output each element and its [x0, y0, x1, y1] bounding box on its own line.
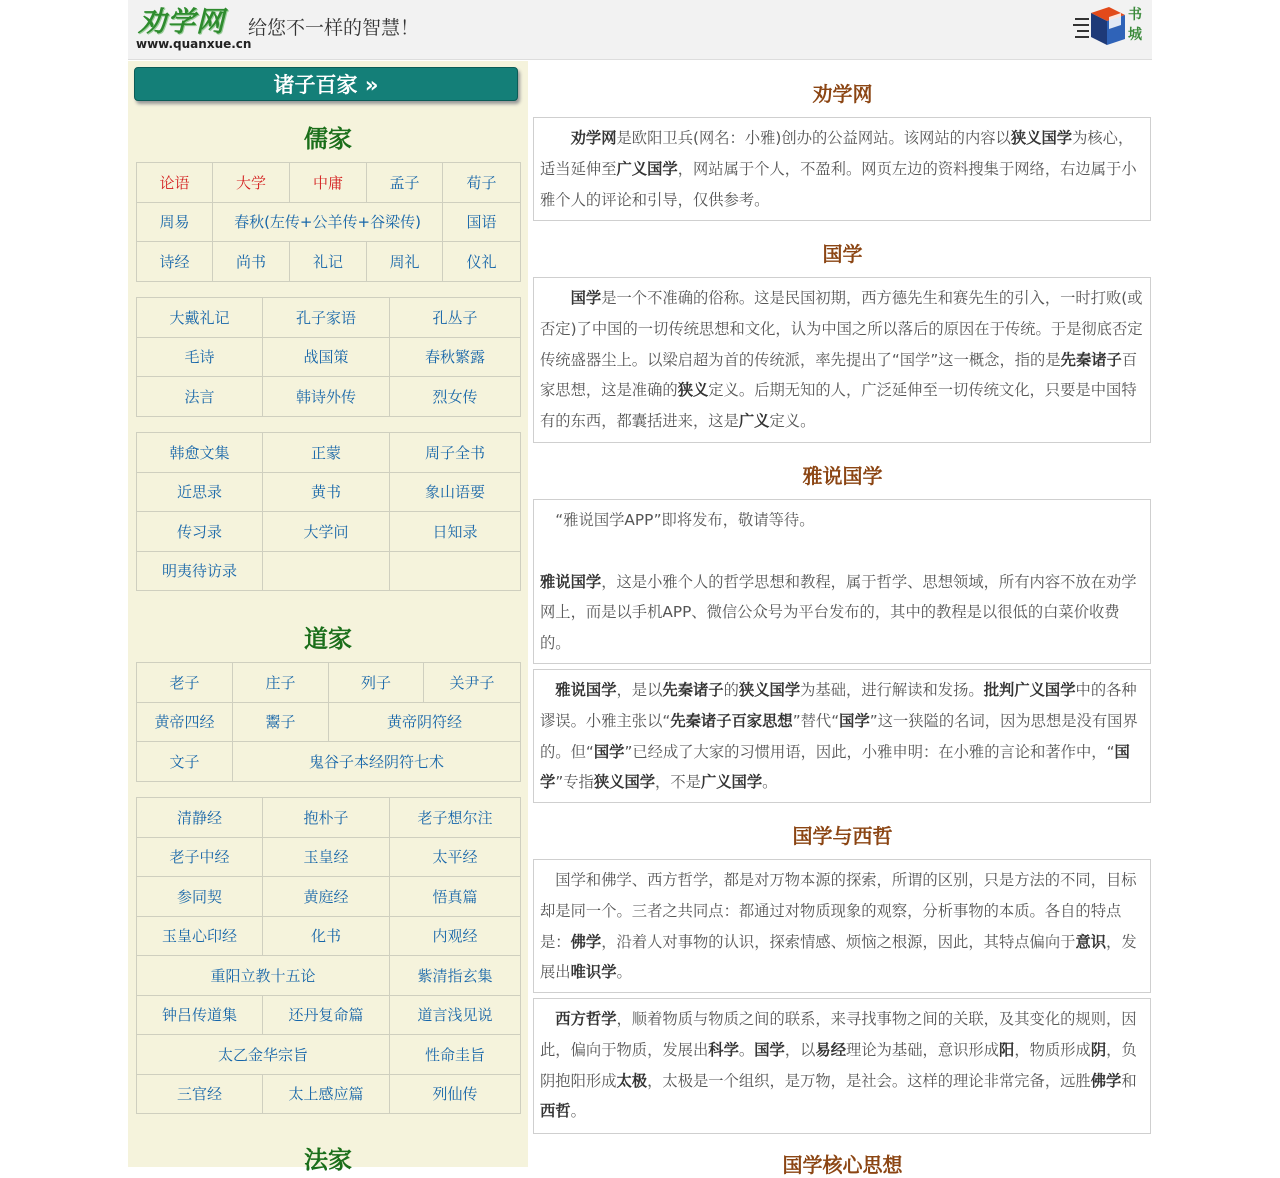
bold-term: 雅说国学: [555, 681, 617, 699]
text-run: 。: [762, 773, 778, 792]
yashuo-box: [533, 499, 1151, 664]
book-link[interactable]: 玉皇心印经: [137, 916, 263, 956]
empty-cell: [390, 551, 521, 591]
xizhe-paragraph-2: [540, 1004, 1144, 1127]
text-run: 为基础，进行解读和发扬。: [800, 681, 984, 699]
book-link[interactable]: 大学: [213, 163, 290, 203]
book-link[interactable]: 大学问: [263, 512, 390, 552]
book-link[interactable]: 仪礼: [443, 242, 521, 282]
text-run: ，这是小雅个人的哲学思想和教程，属于哲学、思想领域，所有内容不放在劝学网上，而是以手机APP、微信公众号为平台发布的，其中的教程是以很低的白菜价收费的。: [540, 572, 1137, 653]
bold-term: 阳: [999, 1040, 1015, 1059]
bold-term: 先秦诸子: [1060, 350, 1122, 369]
text-run: 和: [1121, 1071, 1137, 1090]
ru-table-1: [136, 162, 521, 282]
bold-term: 批判: [983, 681, 1015, 699]
bold-term: 佛学: [570, 932, 602, 951]
book-link[interactable]: 鬻子: [233, 702, 329, 742]
ru-table-3: [136, 432, 521, 591]
text-run: 定义。: [769, 412, 816, 431]
book-link[interactable]: 春秋繁露: [390, 337, 521, 377]
text-run: 。: [738, 1040, 755, 1059]
site-slogan: 给您不一样的智慧！: [248, 17, 420, 39]
school-heading-dao: 道家: [304, 625, 352, 653]
bold-term: 唯识学: [570, 963, 617, 982]
text-run: ”已经成了大家的习惯用语，因此，小雅申明：在小雅的言论和著作中，“: [624, 742, 1115, 761]
book-link[interactable]: 国语: [443, 202, 521, 242]
book-link[interactable]: 钟吕传道集: [137, 995, 263, 1035]
text-run: ”这一狭隘的名词，因为思想是没有国界的。但“: [540, 711, 1138, 761]
text-run: 的: [723, 681, 739, 699]
bold-term: 狭义国学: [738, 681, 801, 699]
ru-table-2: [136, 297, 521, 417]
book-link[interactable]: 尚书: [213, 242, 290, 282]
yashuo-notice: “雅说国学APP”即将发布，敬请等待。: [555, 511, 815, 529]
spacer: [540, 536, 1144, 567]
book-link[interactable]: 清静经: [137, 798, 263, 838]
bold-term: 佛学: [1090, 1071, 1122, 1090]
book-link[interactable]: 春秋(左传+公羊传+谷梁传): [213, 202, 443, 242]
book-link[interactable]: 性命圭旨: [390, 1035, 521, 1075]
bold-term: 国学: [570, 289, 602, 307]
book-link[interactable]: 道言浅见说: [390, 995, 521, 1035]
book-link[interactable]: 三官经: [137, 1074, 263, 1114]
xizhe-box-2: [533, 998, 1151, 1134]
book-link[interactable]: 关尹子: [424, 663, 521, 703]
book-link[interactable]: 黄帝四经: [137, 702, 233, 742]
book-link[interactable]: 重阳立教十五论: [137, 956, 390, 996]
text-run: 是欧阳卫兵(网名：小雅)创办的公益网站。该网站的内容以: [616, 129, 1011, 147]
text-run: 理论为基础，意识形成: [846, 1040, 1000, 1059]
sidebar-title[interactable]: 诸子百家 »: [134, 67, 518, 101]
bookstore-link[interactable]: 书城: [1128, 7, 1142, 43]
book-link[interactable]: 老子: [137, 663, 233, 703]
bold-term: 广义国学: [616, 159, 678, 178]
book-link[interactable]: 大戴礼记: [137, 298, 263, 338]
book-link[interactable]: 礼记: [290, 242, 367, 282]
book-link[interactable]: 文子: [137, 742, 233, 782]
text-run: ，顺着物质与物质之间的联系，来寻找事物之间的关联，及其变化的规则，因此，偏向于物质，发展出: [540, 1010, 1137, 1059]
text-run: ，是以: [616, 681, 663, 699]
section-title: 雅说国学: [802, 464, 883, 488]
text-run: 中的各种谬误。小雅主张以“: [540, 681, 1137, 730]
bold-term: 国学: [839, 711, 870, 730]
book-link[interactable]: 还丹复命篇: [263, 995, 390, 1035]
text-run: ”专指: [555, 773, 594, 792]
bold-term: 广义: [738, 412, 770, 431]
book-link[interactable]: 周易: [137, 202, 213, 242]
book-link[interactable]: 烈女传: [390, 377, 521, 417]
text-run: ，发展出: [540, 932, 1137, 982]
section-title: 国学: [822, 242, 863, 266]
site-header: [128, 0, 1152, 60]
school-heading-fa: 法家: [304, 1146, 352, 1174]
bold-term: 广义国学: [1014, 681, 1076, 699]
book-link[interactable]: 太上感应篇: [263, 1074, 390, 1114]
yashuo-paragraph-2: [540, 675, 1144, 798]
book-link[interactable]: 列子: [329, 663, 424, 703]
bold-term: 国学: [754, 1040, 785, 1059]
bold-term: 国学: [540, 742, 1130, 792]
dao-table-2: [136, 797, 521, 1114]
book-link[interactable]: 正蒙: [263, 433, 390, 473]
bold-term: 广义国学: [700, 773, 763, 792]
intro-box: [533, 117, 1151, 221]
book-link[interactable]: 战国策: [263, 337, 390, 377]
book-link[interactable]: 玉皇经: [263, 837, 390, 877]
book-link[interactable]: 黄帝阴符经: [329, 702, 521, 742]
text-run: 。: [616, 963, 632, 982]
book-link[interactable]: 鬼谷子本经阴符七术: [233, 742, 521, 782]
bold-term: 狭义国学: [593, 773, 656, 792]
bold-term: 狭义国学: [1010, 129, 1073, 147]
bold-term: 劝学网: [570, 129, 617, 147]
xizhe-box: [533, 859, 1151, 993]
text-run: 。: [570, 1102, 586, 1121]
book-link[interactable]: 紫清指玄集: [390, 956, 521, 996]
text-run: ，物质形成: [1014, 1040, 1091, 1059]
guoxue-box: [533, 277, 1151, 443]
site-logo[interactable]: 劝学网: [138, 5, 226, 38]
book-link[interactable]: 化书: [263, 916, 390, 956]
book-link[interactable]: 庄子: [233, 663, 329, 703]
text-run: ，不是: [655, 773, 701, 792]
bold-term: 西哲: [540, 1102, 571, 1121]
bold-term: 狭义: [677, 381, 709, 400]
bold-term: 国学: [593, 742, 625, 761]
school-heading-ru: 儒家: [304, 125, 352, 153]
book-link[interactable]: 周礼: [367, 242, 443, 282]
book-link[interactable]: 太平经: [390, 837, 521, 877]
book-link[interactable]: 黄书: [263, 472, 390, 512]
text-run: 为核心，适当延伸至: [540, 129, 1134, 178]
bold-term: 易经: [815, 1040, 847, 1059]
book-link[interactable]: 日知录: [390, 512, 521, 552]
bold-term: 西方哲学: [555, 1010, 617, 1028]
sidebar: [128, 61, 528, 1174]
book-link[interactable]: 明夷待访录: [137, 551, 263, 591]
bold-term: 太极: [616, 1071, 648, 1090]
book-link[interactable]: 周子全书: [390, 433, 521, 473]
book-link[interactable]: 孔丛子: [390, 298, 521, 338]
book-link[interactable]: 内观经: [390, 916, 521, 956]
book-link[interactable]: 抱朴子: [263, 798, 390, 838]
guoxue-paragraph: [540, 283, 1144, 437]
yashuo-paragraph: [540, 567, 1144, 659]
page: [128, 0, 1152, 1177]
text-run: ，沿着人对事物的认识，探索情感、烦恼之根源，因此，其特点偏向于: [601, 932, 1076, 951]
yashuo-box-2: [533, 669, 1151, 803]
book-link[interactable]: 老子中经: [137, 837, 263, 877]
book-link[interactable]: 诗经: [137, 242, 213, 282]
book-link[interactable]: 传习录: [137, 512, 263, 552]
bold-term: 意识: [1075, 932, 1107, 951]
bold-term: 先秦诸子: [662, 681, 724, 699]
bold-term: 雅说国学: [540, 572, 602, 591]
book-link[interactable]: 中庸: [290, 163, 367, 203]
text-run: ，以: [784, 1040, 816, 1059]
text-run: 国学和佛学、西方哲学，都是对万物本源的探索，所谓的区别，只是方法的不同，目标却是同一个。三者之共同点：都通过对物质现象的观察，分析事物的本质。各自的特点是：: [540, 871, 1137, 951]
book-link[interactable]: 法言: [137, 377, 263, 417]
book-link[interactable]: 象山语要: [390, 472, 521, 512]
bold-term: 先秦诸子百家思想: [670, 711, 793, 730]
intro-paragraph: [540, 123, 1144, 215]
main-content: [533, 61, 1152, 1177]
book-link[interactable]: 孔子家语: [263, 298, 390, 338]
book-link[interactable]: 韩诗外传: [263, 377, 390, 417]
book-link[interactable]: 近思录: [137, 472, 263, 512]
dao-table-1: [136, 662, 521, 782]
book-link[interactable]: 老子想尔注: [390, 798, 521, 838]
text-run: ，太极是一个组织，是万物，是社会。这样的理论非常完备，远胜: [647, 1071, 1091, 1090]
book-link[interactable]: 黄庭经: [263, 877, 390, 917]
text-run: 定义。后期无知的人，广泛延伸至一切传统文化，只要是中国特有的东西，都囊括进来，这是: [540, 381, 1137, 431]
bold-term: 阴: [1090, 1040, 1107, 1059]
logo-url: www.quanxue.cn: [136, 37, 252, 51]
book-link[interactable]: 参同契: [137, 877, 263, 917]
book-link[interactable]: 荀子: [443, 163, 521, 203]
text-run: ”替代“: [792, 711, 840, 730]
text-run: ，负阴抱阳形成: [540, 1040, 1137, 1090]
bold-term: 科学: [708, 1040, 739, 1059]
book-link[interactable]: 孟子: [367, 163, 443, 203]
book-link[interactable]: 论语: [137, 163, 213, 203]
text-run: 百家思想，这是准确的: [540, 350, 1138, 400]
book-link[interactable]: 毛诗: [137, 337, 263, 377]
section-title: 国学与西哲: [792, 824, 893, 848]
text-run: ，网站属于个人，不盈利。网页左边的资料搜集于网络，右边属于小雅个人的评论和引导，仅供参考。: [540, 159, 1137, 209]
empty-cell: [263, 551, 390, 591]
book-link[interactable]: 列仙传: [390, 1074, 521, 1114]
book-link[interactable]: 韩愈文集: [137, 433, 263, 473]
text-run: 是一个不准确的俗称。这是民国初期，西方德先生和赛先生的引入，一时打败(或否定)了中国的一切传统思想和文化，认为中国之所以落后的原因在于传统。于是彻底否定传统盛器尘上。以梁启超为首的传统派，率先提出了“国学”这一概念，指的是: [540, 289, 1143, 369]
xizhe-paragraph: [540, 865, 1144, 988]
book-link[interactable]: 太乙金华宗旨: [137, 1035, 390, 1075]
section-title: 劝学网: [812, 82, 873, 106]
section-title: 国学核心思想: [782, 1153, 903, 1177]
book-link[interactable]: 悟真篇: [390, 877, 521, 917]
